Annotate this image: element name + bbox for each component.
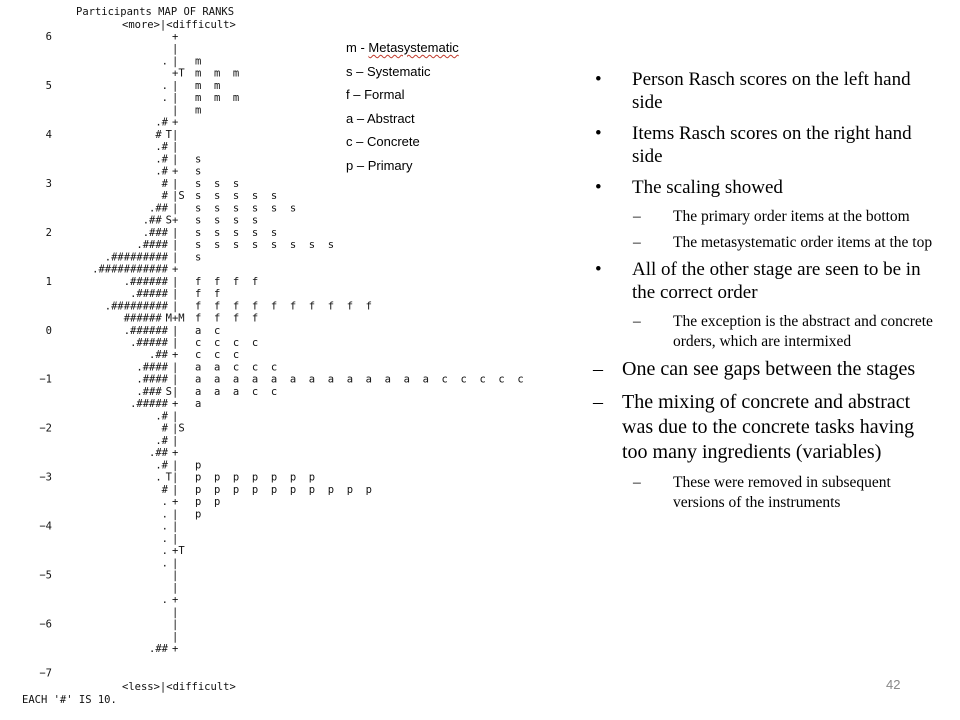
person-distribution: .######: [123, 324, 168, 337]
scale-marker: |: [172, 434, 179, 447]
scale-label: 3: [45, 177, 52, 190]
map-row: [172, 631, 178, 643]
person-distribution: .#: [155, 410, 168, 423]
map-row: [162, 80, 221, 92]
bullet-text: All of the other stage are seen to be in the correct order: [632, 259, 921, 303]
scale-marker: +: [172, 263, 179, 276]
map-row: [172, 31, 178, 43]
legend-dash: –: [349, 87, 365, 103]
map-row: [155, 129, 178, 141]
scale-marker: |: [172, 508, 179, 521]
map-row: [130, 288, 220, 300]
scale-marker: +: [172, 349, 179, 362]
person-distribution: .##: [149, 202, 168, 215]
item-distribution: p: [195, 508, 202, 521]
legend-entry: [346, 107, 459, 131]
item-distribution: s: [195, 165, 202, 178]
item-distribution: p: [195, 459, 202, 472]
scale-marker: |: [172, 288, 179, 301]
bullet-item: [633, 473, 938, 512]
scale-marker: +: [172, 496, 179, 509]
person-distribution: .##: [149, 349, 168, 362]
item-distribution: p p: [195, 496, 221, 509]
stage-legend: [346, 36, 459, 178]
map-row: [172, 619, 178, 631]
map-row: [162, 92, 240, 104]
person-distribution: .#: [155, 116, 168, 129]
person-distribution: .: [161, 545, 168, 558]
legend-dash: –: [353, 110, 367, 126]
bullet-item: [593, 176, 938, 199]
bullet-marker: –: [593, 358, 603, 380]
bullet-marker: –: [633, 233, 641, 251]
map-rows: [92, 31, 524, 655]
scale-marker: |: [172, 532, 179, 545]
map-row: [143, 227, 277, 239]
map-row: [162, 55, 202, 67]
map-row: [162, 423, 185, 435]
bullet-text: The exception is the abstract and concrete orders, which are intermixed: [673, 313, 933, 350]
person-distribution: #: [161, 483, 168, 496]
person-distribution: .: [161, 55, 168, 68]
legend-name: Systematic: [366, 63, 431, 79]
scale-label: −7: [39, 667, 52, 680]
person-distribution: .#: [155, 141, 168, 154]
bullet-item: [593, 68, 938, 114]
person-distribution: .#####: [130, 337, 168, 349]
person-distribution: .#: [155, 434, 168, 447]
scale-marker: |: [172, 141, 179, 154]
scale-marker: |: [172, 226, 179, 239]
scale-marker: +: [172, 165, 179, 178]
item-distribution: s s s s s: [195, 190, 278, 203]
page-number: 42: [886, 677, 901, 692]
scale-label: 4: [45, 128, 52, 141]
item-distribution: c c c c: [195, 337, 259, 349]
person-distribution: .##: [149, 447, 168, 460]
legend-name: Metasystematic: [368, 40, 459, 55]
scale-marker: |: [172, 630, 179, 643]
scale-marker: |: [172, 361, 179, 374]
person-distribution: .: [161, 594, 168, 607]
map-row: [162, 190, 278, 202]
scale-marker: +: [172, 398, 179, 411]
item-distribution: s s s: [195, 177, 240, 190]
item-distribution: m m m: [195, 92, 240, 105]
legend-code: p: [346, 157, 354, 173]
scale-marker: |: [172, 43, 179, 56]
map-row: [155, 153, 201, 165]
map-row: [136, 386, 277, 398]
scale-marker: |: [172, 251, 179, 264]
item-distribution: a c: [195, 324, 221, 337]
map-row: [172, 606, 178, 618]
map-row: [124, 313, 258, 325]
bullet-list: [593, 68, 938, 518]
scale-marker: |: [172, 581, 179, 594]
map-subheader-bottom: <less>|<difficult>: [122, 681, 236, 693]
legend-entry: [346, 154, 459, 178]
item-distribution: f f f f f f f f f f: [195, 300, 373, 313]
bullet-text: The mixing of concrete and abstract was due to the concrete tasks having too many ingredients (variables): [622, 391, 915, 463]
map-row: [149, 349, 239, 361]
legend-name: Concrete: [366, 134, 420, 150]
bullet-text: The primary order items at the bottom: [673, 208, 910, 225]
map-row: [105, 251, 202, 263]
person-distribution: .#####: [130, 288, 168, 301]
map-row: [149, 643, 178, 655]
scale-marker: |: [172, 606, 179, 619]
person-distribution: .: [161, 508, 168, 521]
scale-marker: |: [172, 557, 179, 570]
map-footer: EACH '#' IS 10.: [22, 694, 117, 706]
scale-marker: M+M: [165, 312, 185, 325]
bullet-text: One can see gaps between the stages: [622, 358, 916, 380]
person-distribution: #: [161, 422, 168, 435]
scale-marker: T|: [165, 471, 179, 484]
person-distribution: .####: [136, 361, 168, 374]
person-distribution: .##: [149, 643, 168, 655]
bullet-marker: –: [633, 313, 641, 330]
scale-marker: |: [172, 569, 179, 582]
map-header: Participants MAP OF RANKS: [76, 6, 235, 18]
person-distribution: .: [161, 520, 168, 533]
map-row: [172, 43, 178, 55]
bullet-text: Person Rasch scores on the left hand side: [632, 69, 911, 113]
person-distribution: .#: [155, 165, 168, 178]
map-row: [155, 117, 178, 129]
scale-marker: +: [172, 643, 179, 655]
legend-code: c: [346, 134, 353, 150]
person-distribution: .##: [142, 214, 162, 227]
bullet-text: Items Rasch scores on the right hand side: [632, 123, 912, 167]
item-distribution: s: [195, 153, 202, 166]
legend-name: Formal: [364, 87, 405, 103]
bullet-marker: –: [633, 208, 641, 225]
person-distribution: #: [161, 190, 168, 203]
map-row: [130, 398, 201, 410]
logit-scale: [39, 31, 52, 679]
scale-marker: |: [172, 275, 179, 288]
bullet-marker: –: [633, 474, 641, 491]
person-distribution: ######: [123, 312, 162, 325]
legend-code: a: [346, 110, 354, 126]
scale-label: −5: [39, 569, 52, 582]
item-distribution: m m: [195, 79, 221, 92]
map-row: [105, 300, 372, 312]
scale-label: −2: [39, 422, 52, 435]
item-distribution: p p p p p p p p p p: [195, 483, 373, 496]
map-row: [130, 337, 258, 349]
item-distribution: m m m: [195, 67, 240, 80]
item-distribution: s s s s s s s s: [195, 239, 335, 252]
map-row: [149, 202, 296, 214]
legend-entry: [346, 130, 459, 154]
scale-marker: |: [172, 459, 179, 472]
item-distribution: f f: [195, 288, 221, 301]
bullet-text: The scaling showed: [632, 177, 783, 198]
map-row: [155, 472, 315, 484]
scale-label: −1: [39, 373, 52, 386]
item-distribution: s s s s s: [195, 226, 278, 239]
map-row: [92, 264, 178, 276]
map-row: [136, 374, 523, 386]
map-row: [162, 508, 202, 520]
scale-marker: |: [172, 483, 179, 496]
map-row: [162, 178, 240, 190]
item-distribution: m: [195, 104, 202, 117]
scale-marker: S+: [165, 214, 179, 227]
scale-marker: +T: [172, 545, 185, 558]
scale-marker: |: [172, 239, 179, 252]
scale-label: 0: [45, 324, 52, 337]
map-row: [136, 239, 334, 251]
bullet-item: [593, 122, 938, 168]
item-distribution: a a a a a a a a a a a a a c c c c c: [195, 373, 524, 386]
map-row: [124, 325, 221, 337]
legend-entry: [346, 36, 459, 60]
item-distribution: f f f f: [195, 275, 259, 288]
person-distribution: .#####: [130, 398, 168, 411]
map-subheader-top: <more>|<difficult>: [122, 19, 236, 31]
person-distribution: .: [161, 496, 168, 509]
item-distribution: s s s s s s: [195, 202, 297, 215]
scale-marker: |: [172, 153, 179, 166]
legend-dash: -: [356, 40, 369, 55]
legend-code: s: [346, 63, 353, 79]
scale-marker: |: [172, 104, 179, 117]
map-row: [136, 361, 277, 373]
scale-marker: |: [172, 520, 179, 533]
legend-name: Primary: [367, 157, 413, 173]
item-distribution: a: [195, 398, 202, 411]
person-distribution: .###: [142, 226, 168, 239]
scale-marker: T|: [165, 128, 179, 141]
person-distribution: #: [161, 177, 168, 190]
scale-marker: |: [172, 618, 179, 631]
person-distribution: .###########: [92, 263, 168, 276]
scale-marker: +T: [172, 67, 185, 80]
scale-marker: |: [172, 202, 179, 215]
bullet-marker: •: [595, 177, 602, 198]
map-row: [172, 570, 178, 582]
map-row: [162, 496, 221, 508]
item-distribution: c c c: [195, 349, 240, 362]
scale-marker: |: [172, 55, 179, 68]
scale-marker: |: [172, 410, 179, 423]
bullet-marker: •: [595, 259, 602, 280]
person-distribution: .: [155, 471, 162, 484]
legend-dash: –: [353, 157, 368, 173]
bullet-item: [593, 357, 938, 382]
item-distribution: m: [195, 55, 202, 68]
map-row: [143, 215, 259, 227]
bullet-marker: •: [595, 69, 602, 90]
person-distribution: .#########: [104, 300, 168, 313]
scale-marker: +: [172, 447, 179, 460]
item-distribution: p p p p p p p: [195, 471, 316, 484]
scale-marker: +: [172, 31, 179, 43]
scale-marker: |: [172, 324, 179, 337]
scale-marker: |: [172, 373, 179, 386]
person-distribution: .#: [155, 153, 168, 166]
map-row: [162, 521, 179, 533]
scale-label: 1: [45, 275, 52, 288]
scale-marker: |: [172, 177, 179, 190]
map-row: [162, 557, 179, 569]
person-distribution: .: [161, 79, 168, 92]
map-row: [155, 435, 178, 447]
bullet-item: [593, 390, 938, 465]
legend-name: Abstract: [366, 110, 415, 126]
bullet-item: [593, 258, 938, 304]
person-distribution: .######: [123, 275, 168, 288]
legend-dash: –: [352, 63, 367, 79]
bullet-marker: •: [595, 123, 602, 144]
scale-marker: |S: [172, 190, 185, 203]
map-row: [124, 276, 258, 288]
scale-marker: |: [172, 300, 179, 313]
person-distribution: .: [161, 532, 168, 545]
bullet-text: These were removed in subsequent versions of the instruments: [673, 474, 891, 511]
scale-label: −6: [39, 618, 52, 631]
bullet-item: [633, 233, 938, 253]
legend-entry: [346, 60, 459, 84]
bullet-text: The metasystematic order items at the top: [673, 233, 933, 251]
person-distribution: .#: [155, 459, 168, 472]
map-row: [172, 68, 239, 80]
person-distribution: .#########: [104, 251, 168, 264]
bullet-item: [633, 312, 938, 351]
person-distribution: .####: [136, 239, 168, 252]
map-row: [149, 447, 178, 459]
map-row: [162, 533, 179, 545]
item-distribution: a a c c c: [195, 361, 278, 374]
person-distribution: .: [161, 92, 168, 105]
item-distribution: f f f f: [195, 312, 259, 325]
map-row: [155, 141, 178, 153]
map-row: [155, 166, 201, 178]
item-distribution: s: [195, 251, 202, 264]
bullet-item: [633, 207, 938, 227]
person-distribution: .: [161, 557, 168, 570]
item-distribution: a a a c c: [195, 385, 278, 398]
person-distribution: .####: [136, 373, 168, 386]
scale-label: −3: [39, 471, 52, 484]
map-row: [172, 104, 201, 116]
legend-code: m: [346, 40, 357, 55]
scale-label: −4: [39, 520, 52, 533]
bullet-marker: –: [593, 391, 603, 413]
map-row: [162, 545, 186, 557]
map-row: [155, 459, 201, 471]
map-row: [155, 410, 178, 422]
scale-marker: |S: [172, 422, 185, 435]
person-distribution: #: [155, 128, 162, 141]
legend-dash: –: [352, 134, 367, 150]
scale-label: 5: [45, 79, 52, 92]
scale-marker: +: [172, 116, 179, 129]
map-row: [172, 582, 178, 594]
scale-marker: S|: [165, 385, 179, 398]
scale-marker: |: [172, 92, 179, 105]
legend-entry: [346, 83, 459, 107]
item-distribution: s s s s: [195, 214, 259, 227]
scale-marker: |: [172, 337, 179, 349]
person-distribution: .###: [136, 385, 162, 398]
legend-code: f: [346, 87, 350, 103]
scale-label: 2: [45, 226, 52, 239]
scale-marker: +: [172, 594, 179, 607]
map-row: [162, 484, 372, 496]
scale-marker: |: [172, 79, 179, 92]
map-row: [162, 594, 179, 606]
scale-label: 6: [45, 31, 52, 43]
